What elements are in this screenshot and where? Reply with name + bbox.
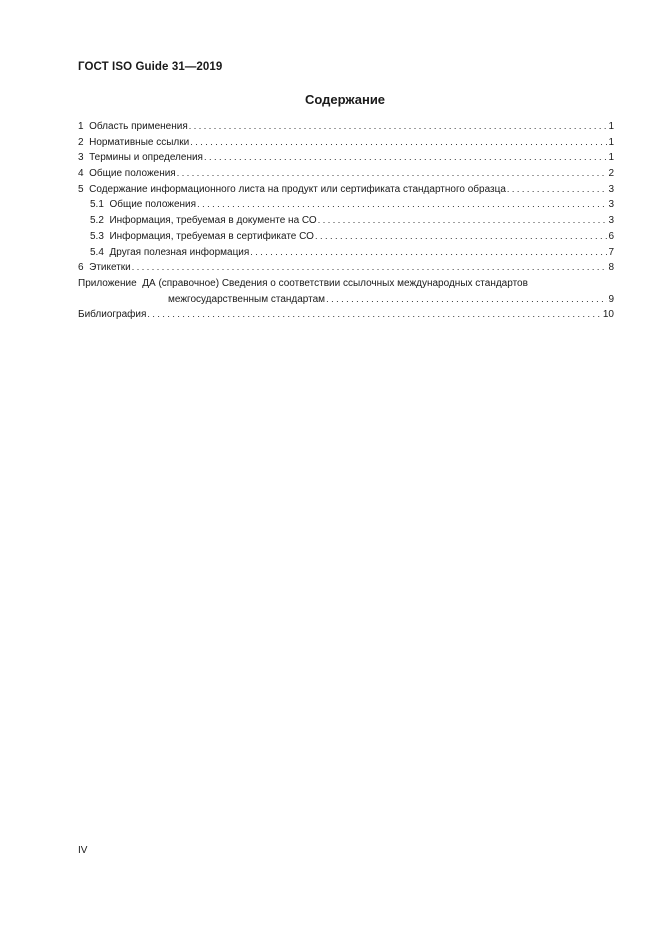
toc-entry-page: 3 — [608, 183, 614, 195]
toc-entry-5-3[interactable] — [78, 229, 614, 245]
toc-entry-page: 8 — [608, 262, 614, 274]
toc-entry-4[interactable] — [78, 166, 614, 182]
table-of-contents — [78, 119, 614, 323]
toc-entry-text: Другая полезная информация — [109, 246, 250, 258]
toc-leader — [147, 307, 601, 323]
toc-leader — [315, 229, 608, 245]
toc-entry-number: 2 — [78, 136, 84, 148]
toc-entry-number: 4 — [78, 168, 84, 180]
toc-entry-text: Общие положения — [109, 199, 197, 211]
toc-entry-number: 5.4 — [90, 246, 104, 258]
toc-entry-2[interactable] — [78, 135, 614, 151]
toc-leader — [189, 119, 608, 135]
toc-entry-5[interactable] — [78, 182, 614, 198]
toc-entry-text: Этикетки — [89, 262, 131, 274]
toc-leader — [318, 213, 608, 229]
toc-appendix-title-cont: межгосударственным стандартам — [168, 293, 326, 305]
toc-entry-page: 1 — [608, 136, 614, 148]
toc-entry-number: 3 — [78, 152, 84, 164]
toc-entry-text: Информация, требуемая в документе на СО — [109, 215, 317, 227]
toc-entry-page: 6 — [608, 230, 614, 242]
toc-entry-text: Информация, требуемая в сертификате СО — [109, 230, 314, 242]
toc-entry-number: 5 — [78, 183, 84, 195]
toc-title: Содержание — [304, 92, 386, 107]
toc-entry-text: Содержание информационного листа на продукт или сертификата стандартного образца — [89, 183, 506, 195]
toc-leader — [250, 245, 607, 261]
toc-leader — [132, 260, 608, 276]
toc-entry-5-2[interactable] — [78, 213, 614, 229]
toc-entry-number: 5.1 — [90, 199, 104, 211]
toc-entry-6[interactable] — [78, 260, 614, 276]
toc-entry-page: 10 — [602, 309, 614, 321]
toc-entry-page: 2 — [608, 168, 614, 180]
toc-entry-number: 5.2 — [90, 215, 104, 227]
toc-entry-3[interactable] — [78, 150, 614, 166]
toc-entry-1[interactable] — [78, 119, 614, 135]
toc-entry-text: Область применения — [89, 121, 188, 132]
toc-leader — [190, 135, 607, 151]
toc-entry-5-1[interactable] — [78, 197, 614, 213]
toc-leader — [204, 150, 607, 166]
toc-leader — [507, 182, 608, 198]
toc-entry-text: Нормативные ссылки — [89, 136, 190, 148]
page-number: IV — [78, 845, 88, 856]
toc-appendix-heading[interactable] — [78, 276, 614, 292]
toc-entry-page: 1 — [608, 152, 614, 164]
toc-entry-bibliography[interactable] — [78, 307, 614, 323]
document-id: ГОСТ ISO Guide 31—2019 — [78, 61, 223, 73]
toc-entry-text: Термины и определения — [89, 152, 203, 164]
toc-entry-text: Общие положения — [89, 168, 176, 180]
toc-entry-number: 1 — [78, 121, 84, 132]
toc-entry-text: Библиография — [78, 309, 147, 321]
toc-entry-page: 1 — [608, 121, 614, 132]
toc-entry-number: 6 — [78, 262, 84, 274]
toc-leader — [326, 292, 607, 308]
toc-entry-page: 9 — [608, 293, 614, 305]
toc-appendix-continuation[interactable] — [78, 292, 614, 308]
toc-leader — [177, 166, 608, 182]
toc-entry-page: 3 — [608, 199, 614, 211]
toc-entry-page: 3 — [608, 215, 614, 227]
toc-entry-page: 7 — [608, 246, 614, 258]
toc-entry-number: 5.3 — [90, 230, 104, 242]
toc-entry-5-4[interactable] — [78, 245, 614, 261]
toc-appendix-prefix: Приложение — [78, 277, 137, 289]
toc-leader — [197, 197, 607, 213]
toc-appendix-title: ДА (справочное) Сведения о соответствии ссылочных международных стандартов — [142, 277, 528, 289]
